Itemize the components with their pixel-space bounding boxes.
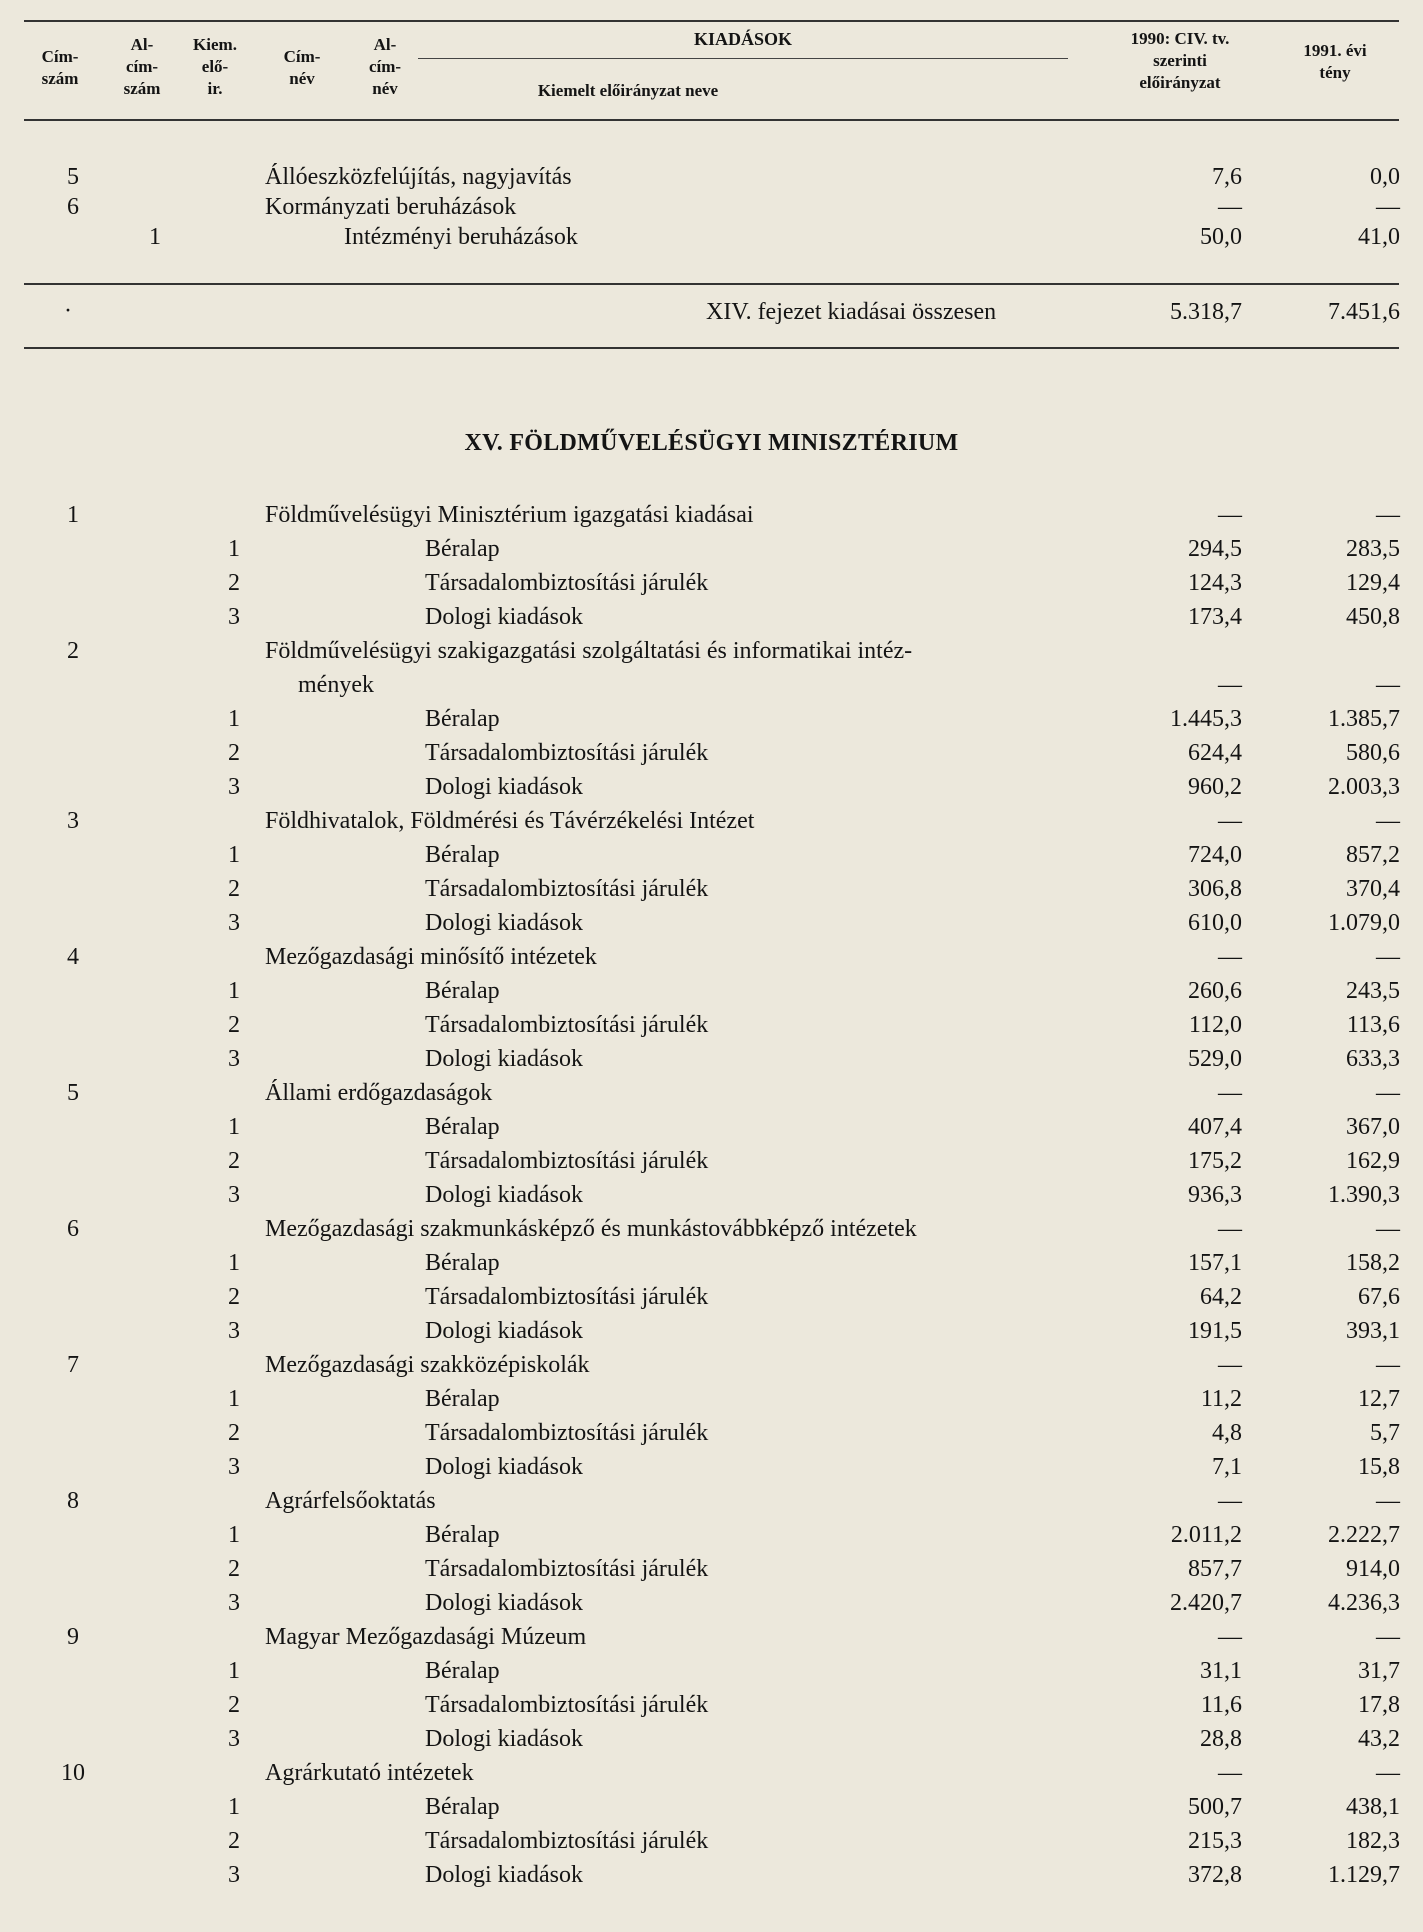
item-1991: 438,1: [1346, 1794, 1400, 1820]
item-name: Dologi kiadások: [425, 1726, 583, 1752]
item-1991: 113,6: [1346, 1012, 1400, 1038]
item-1990: 529,0: [1188, 1046, 1242, 1072]
group-number: 7: [67, 1352, 79, 1378]
item-name: Béralap: [425, 1114, 500, 1140]
section-title: XV. FÖLDMŰVELÉSÜGYI MINISZTÉRIUM: [464, 430, 959, 456]
item-number: 2: [228, 1148, 240, 1174]
item-name: Társadalombiztosítási járulék: [425, 1012, 709, 1038]
item-number: 1: [228, 1386, 240, 1412]
item-1990: 2.420,7: [1170, 1590, 1242, 1616]
item-1990: 4,8: [1212, 1420, 1242, 1446]
item-number: 1: [228, 978, 240, 1004]
group-title: Agrárkutató intézetek: [265, 1760, 474, 1786]
total-1990: 5.318,7: [1170, 299, 1242, 325]
group-1990: —: [1218, 502, 1242, 528]
group-1991: —: [1376, 672, 1400, 698]
group-1990: —: [1218, 1080, 1242, 1106]
item-1991: 633,3: [1346, 1046, 1400, 1072]
row-name: Kormányzati beruházások: [265, 194, 517, 220]
group-1991: —: [1376, 1080, 1400, 1106]
item-1990: 407,4: [1188, 1114, 1242, 1140]
item-1990: 500,7: [1188, 1794, 1242, 1820]
value-1991: 41,0: [1358, 224, 1400, 250]
item-1991: 2.222,7: [1328, 1522, 1400, 1548]
group-title: Mezőgazdasági szakközépiskolák: [265, 1352, 590, 1378]
value-1990: 7,6: [1212, 164, 1242, 190]
group-1990: —: [1218, 1352, 1242, 1378]
item-number: 2: [228, 1556, 240, 1582]
item-name: Társadalombiztosítási járulék: [425, 1828, 709, 1854]
item-1991: 162,9: [1346, 1148, 1400, 1174]
item-1991: 129,4: [1346, 570, 1400, 596]
item-1991: 1.129,7: [1328, 1862, 1400, 1888]
group-title: Állami erdőgazdaságok: [265, 1080, 493, 1106]
group-title-continued: mények: [298, 672, 374, 698]
item-1991: 1.390,3: [1328, 1182, 1400, 1208]
group-1991: —: [1376, 1352, 1400, 1378]
item-1991: 914,0: [1346, 1556, 1400, 1582]
kiadasok-rule: [418, 58, 1068, 59]
total-dot: ·: [64, 298, 72, 324]
group-1990: —: [1218, 1624, 1242, 1650]
group-1991: —: [1376, 1760, 1400, 1786]
item-1991: 1.079,0: [1328, 910, 1400, 936]
item-1990: 936,3: [1188, 1182, 1242, 1208]
item-1990: 7,1: [1212, 1454, 1242, 1480]
group-number: 9: [67, 1624, 79, 1650]
item-name: Béralap: [425, 1250, 500, 1276]
item-name: Dologi kiadások: [425, 1046, 583, 1072]
item-1990: 624,4: [1188, 740, 1242, 766]
row-name: Állóeszközfelújítás, nagyjavítás: [265, 164, 572, 190]
item-name: Dologi kiadások: [425, 1862, 583, 1888]
item-number: 2: [228, 1284, 240, 1310]
group-1990: —: [1218, 808, 1242, 834]
item-name: Béralap: [425, 978, 500, 1004]
group-1991: —: [1376, 1624, 1400, 1650]
item-number: 3: [228, 1726, 240, 1752]
item-name: Dologi kiadások: [425, 910, 583, 936]
group-1991: —: [1376, 502, 1400, 528]
item-1990: 11,6: [1200, 1692, 1242, 1718]
group-1990: —: [1218, 944, 1242, 970]
item-name: Társadalombiztosítási járulék: [425, 1692, 709, 1718]
item-1991: 158,2: [1346, 1250, 1400, 1276]
item-1991: 15,8: [1358, 1454, 1400, 1480]
item-number: 1: [228, 1522, 240, 1548]
item-number: 1: [228, 1114, 240, 1140]
item-number: 3: [228, 1318, 240, 1344]
item-1990: 260,6: [1188, 978, 1242, 1004]
item-1990: 215,3: [1188, 1828, 1242, 1854]
item-number: 2: [228, 1692, 240, 1718]
item-1991: 31,7: [1358, 1658, 1400, 1684]
item-name: Dologi kiadások: [425, 774, 583, 800]
item-1991: 243,5: [1346, 978, 1400, 1004]
item-number: 1: [228, 1250, 240, 1276]
item-name: Dologi kiadások: [425, 1318, 583, 1344]
item-number: 1: [228, 1658, 240, 1684]
item-1990: 857,7: [1188, 1556, 1242, 1582]
group-title: Mezőgazdasági szakmunkásképző és munkástovábbképző intézetek: [265, 1216, 917, 1242]
item-name: Társadalombiztosítási járulék: [425, 740, 709, 766]
cim-number: 5: [67, 164, 79, 190]
value-1990: —: [1218, 194, 1242, 220]
header-cim-szam: Cím- szám: [41, 47, 79, 88]
group-number: 1: [67, 502, 79, 528]
item-number: 3: [228, 1182, 240, 1208]
item-1991: 2.003,3: [1328, 774, 1400, 800]
item-1990: 11,2: [1200, 1386, 1242, 1412]
group-title: Földművelésügyi Minisztérium igazgatási kiadásai: [265, 502, 754, 528]
header-1990: 1990: CIV. tv. szerinti előirányzat: [1130, 29, 1230, 92]
item-1991: 857,2: [1346, 842, 1400, 868]
item-1990: 112,0: [1188, 1012, 1242, 1038]
alcim-number: 1: [149, 224, 161, 250]
item-name: Béralap: [425, 1794, 500, 1820]
group-1991: —: [1376, 944, 1400, 970]
value-1991: —: [1376, 194, 1400, 220]
group-1990: —: [1218, 1216, 1242, 1242]
item-1990: 1.445,3: [1170, 706, 1242, 732]
item-name: Béralap: [425, 536, 500, 562]
item-1991: 4.236,3: [1328, 1590, 1400, 1616]
item-number: 1: [228, 1794, 240, 1820]
header-alcim-szam: Al- cím- szám: [123, 35, 161, 98]
value-1991: 0,0: [1370, 164, 1400, 190]
group-title: Agrárfelsőoktatás: [265, 1488, 436, 1514]
item-number: 3: [228, 1454, 240, 1480]
item-1991: 450,8: [1346, 604, 1400, 630]
item-number: 3: [228, 774, 240, 800]
item-1991: 1.385,7: [1328, 706, 1400, 732]
item-name: Dologi kiadások: [425, 1590, 583, 1616]
group-number: 5: [67, 1080, 79, 1106]
group-number: 4: [67, 944, 79, 970]
item-number: 2: [228, 740, 240, 766]
group-1990: —: [1218, 1760, 1242, 1786]
header-kiem-eloir: Kiem. elő- ir.: [193, 35, 237, 98]
item-name: Társadalombiztosítási járulék: [425, 1284, 709, 1310]
item-number: 2: [228, 1828, 240, 1854]
item-1991: 182,3: [1346, 1828, 1400, 1854]
item-1990: 294,5: [1188, 536, 1242, 562]
header-top-rule: [24, 20, 1399, 22]
item-1990: 31,1: [1200, 1658, 1242, 1684]
total-bottom-rule: [24, 347, 1399, 349]
total-top-rule: [24, 283, 1399, 285]
header-kiemelt-neve: Kiemelt előirányzat neve: [537, 81, 719, 100]
item-1990: 173,4: [1188, 604, 1242, 630]
item-name: Társadalombiztosítási járulék: [425, 1420, 709, 1446]
item-1990: 724,0: [1188, 842, 1242, 868]
group-title: Magyar Mezőgazdasági Múzeum: [265, 1624, 587, 1650]
item-1991: 17,8: [1358, 1692, 1400, 1718]
item-1991: 393,1: [1346, 1318, 1400, 1344]
item-number: 3: [228, 604, 240, 630]
group-title: Földművelésügyi szakigazgatási szolgáltatási és informatikai intéz-: [265, 638, 913, 664]
group-number: 8: [67, 1488, 79, 1514]
group-title: Mezőgazdasági minősítő intézetek: [265, 944, 597, 970]
item-1990: 191,5: [1188, 1318, 1242, 1344]
item-number: 3: [228, 910, 240, 936]
item-1990: 175,2: [1188, 1148, 1242, 1174]
item-1991: 580,6: [1346, 740, 1400, 766]
header-kiadasok: KIADÁSOK: [693, 29, 792, 49]
group-number: 6: [67, 1216, 79, 1242]
item-1990: 28,8: [1200, 1726, 1242, 1752]
group-number: 2: [67, 638, 79, 664]
item-1990: 157,1: [1188, 1250, 1242, 1276]
item-1991: 370,4: [1346, 876, 1400, 902]
total-1991: 7.451,6: [1328, 299, 1400, 325]
item-1991: 5,7: [1370, 1420, 1400, 1446]
item-1990: 960,2: [1188, 774, 1242, 800]
header-1991: 1991. évi tény: [1303, 41, 1367, 82]
item-number: 1: [228, 706, 240, 732]
group-number: 3: [67, 808, 79, 834]
header-alcim-nev: Al- cím- név: [368, 35, 402, 98]
header-cim-nev: Cím- név: [283, 47, 321, 88]
item-name: Béralap: [425, 1522, 500, 1548]
item-1991: 12,7: [1358, 1386, 1400, 1412]
group-1991: —: [1376, 808, 1400, 834]
item-number: 2: [228, 876, 240, 902]
item-1990: 610,0: [1188, 910, 1242, 936]
item-1990: 64,2: [1200, 1284, 1242, 1310]
group-title: Földhivatalok, Földmérési és Távérzékelési Intézet: [265, 808, 755, 834]
item-number: 2: [228, 1420, 240, 1446]
item-number: 2: [228, 1012, 240, 1038]
item-name: Dologi kiadások: [425, 1182, 583, 1208]
header-bottom-rule: [24, 119, 1399, 121]
item-name: Béralap: [425, 842, 500, 868]
item-1991: 283,5: [1346, 536, 1400, 562]
group-1990: —: [1218, 1488, 1242, 1514]
item-number: 2: [228, 570, 240, 596]
item-name: Társadalombiztosítási járulék: [425, 570, 709, 596]
value-1990: 50,0: [1200, 224, 1242, 250]
item-number: 3: [228, 1046, 240, 1072]
item-name: Dologi kiadások: [425, 1454, 583, 1480]
group-1991: —: [1376, 1488, 1400, 1514]
item-name: Társadalombiztosítási járulék: [425, 876, 709, 902]
group-number: 10: [61, 1760, 85, 1786]
item-name: Társadalombiztosítási járulék: [425, 1148, 709, 1174]
item-number: 1: [228, 536, 240, 562]
item-1991: 43,2: [1358, 1726, 1400, 1752]
group-1991: —: [1376, 1216, 1400, 1242]
item-name: Béralap: [425, 1386, 500, 1412]
row-name: Intézményi beruházások: [344, 224, 578, 250]
item-number: 3: [228, 1590, 240, 1616]
item-1990: 306,8: [1188, 876, 1242, 902]
item-1991: 67,6: [1358, 1284, 1400, 1310]
item-1990: 372,8: [1188, 1862, 1242, 1888]
item-1990: 2.011,2: [1170, 1522, 1242, 1548]
item-name: Társadalombiztosítási járulék: [425, 1556, 709, 1582]
total-label: XIV. fejezet kiadásai összesen: [706, 299, 997, 325]
item-number: 1: [228, 842, 240, 868]
item-1991: 367,0: [1346, 1114, 1400, 1140]
item-name: Béralap: [425, 706, 500, 732]
item-name: Béralap: [425, 1658, 500, 1684]
group-1990: —: [1218, 672, 1242, 698]
item-number: 3: [228, 1862, 240, 1888]
cim-number: 6: [67, 194, 79, 220]
item-1990: 124,3: [1188, 570, 1242, 596]
item-name: Dologi kiadások: [425, 604, 583, 630]
